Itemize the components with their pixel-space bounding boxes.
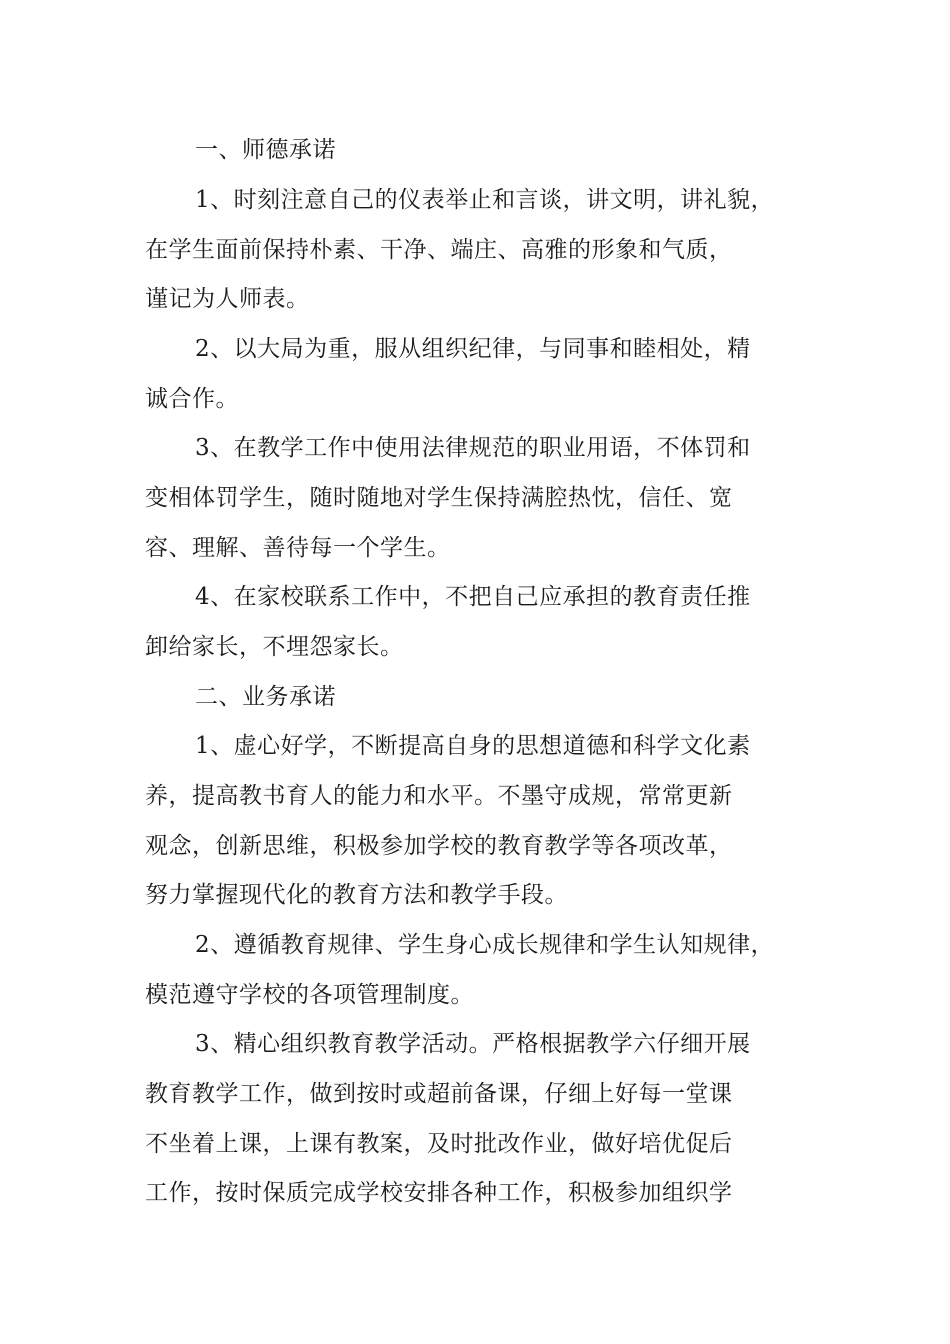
paragraph-line: 2、以大局为重，服从组织纪律，与同事和睦相处，精 (195, 336, 751, 362)
paragraph-line: 3、在教学工作中使用法律规范的职业用语，不体罚和 (195, 435, 751, 461)
paragraph-line: 教育教学工作，做到按时或超前备课，仔细上好每一堂课 (145, 1081, 733, 1107)
paragraph-line: 观念，创新思维，积极参加学校的教育教学等各项改革， (145, 833, 733, 859)
section-heading-ethics: 一、师德承诺 (195, 137, 336, 163)
paragraph-line: 卸给家长，不埋怨家长。 (145, 634, 404, 660)
paragraph-line: 变相体罚学生，随时随地对学生保持满腔热忱，信任、宽 (145, 485, 733, 511)
paragraph-line: 工作，按时保质完成学校安排各种工作，积极参加组织学 (145, 1180, 733, 1206)
paragraph-line: 谨记为人师表。 (145, 286, 310, 312)
paragraph-line: 养，提高教书育人的能力和水平。不墨守成规，常常更新 (145, 783, 733, 809)
paragraph-line: 模范遵守学校的各项管理制度。 (145, 982, 474, 1008)
paragraph-line: 不坐着上课，上课有教案，及时批改作业，做好培优促后 (145, 1131, 733, 1157)
section-heading-business: 二、业务承诺 (195, 684, 336, 710)
paragraph-line: 3、精心组织教育教学活动。严格根据教学六仔细开展 (195, 1031, 751, 1057)
paragraph-line: 2、遵循教育规律、学生身心成长规律和学生认知规律， (195, 932, 775, 958)
paragraph-line: 4、在家校联系工作中，不把自己应承担的教育责任推 (195, 584, 751, 610)
paragraph-line: 诚合作。 (145, 386, 239, 412)
paragraph-line: 努力掌握现代化的教育方法和教学手段。 (145, 882, 568, 908)
paragraph-line: 1、虚心好学，不断提高自身的思想道德和科学文化素 (195, 733, 751, 759)
paragraph-line: 容、理解、善待每一个学生。 (145, 535, 451, 561)
paragraph-line: 在学生面前保持朴素、干净、端庄、高雅的形象和气质， (145, 237, 733, 263)
paragraph-line: 1、时刻注意自己的仪表举止和言谈，讲文明，讲礼貌， (195, 187, 775, 213)
